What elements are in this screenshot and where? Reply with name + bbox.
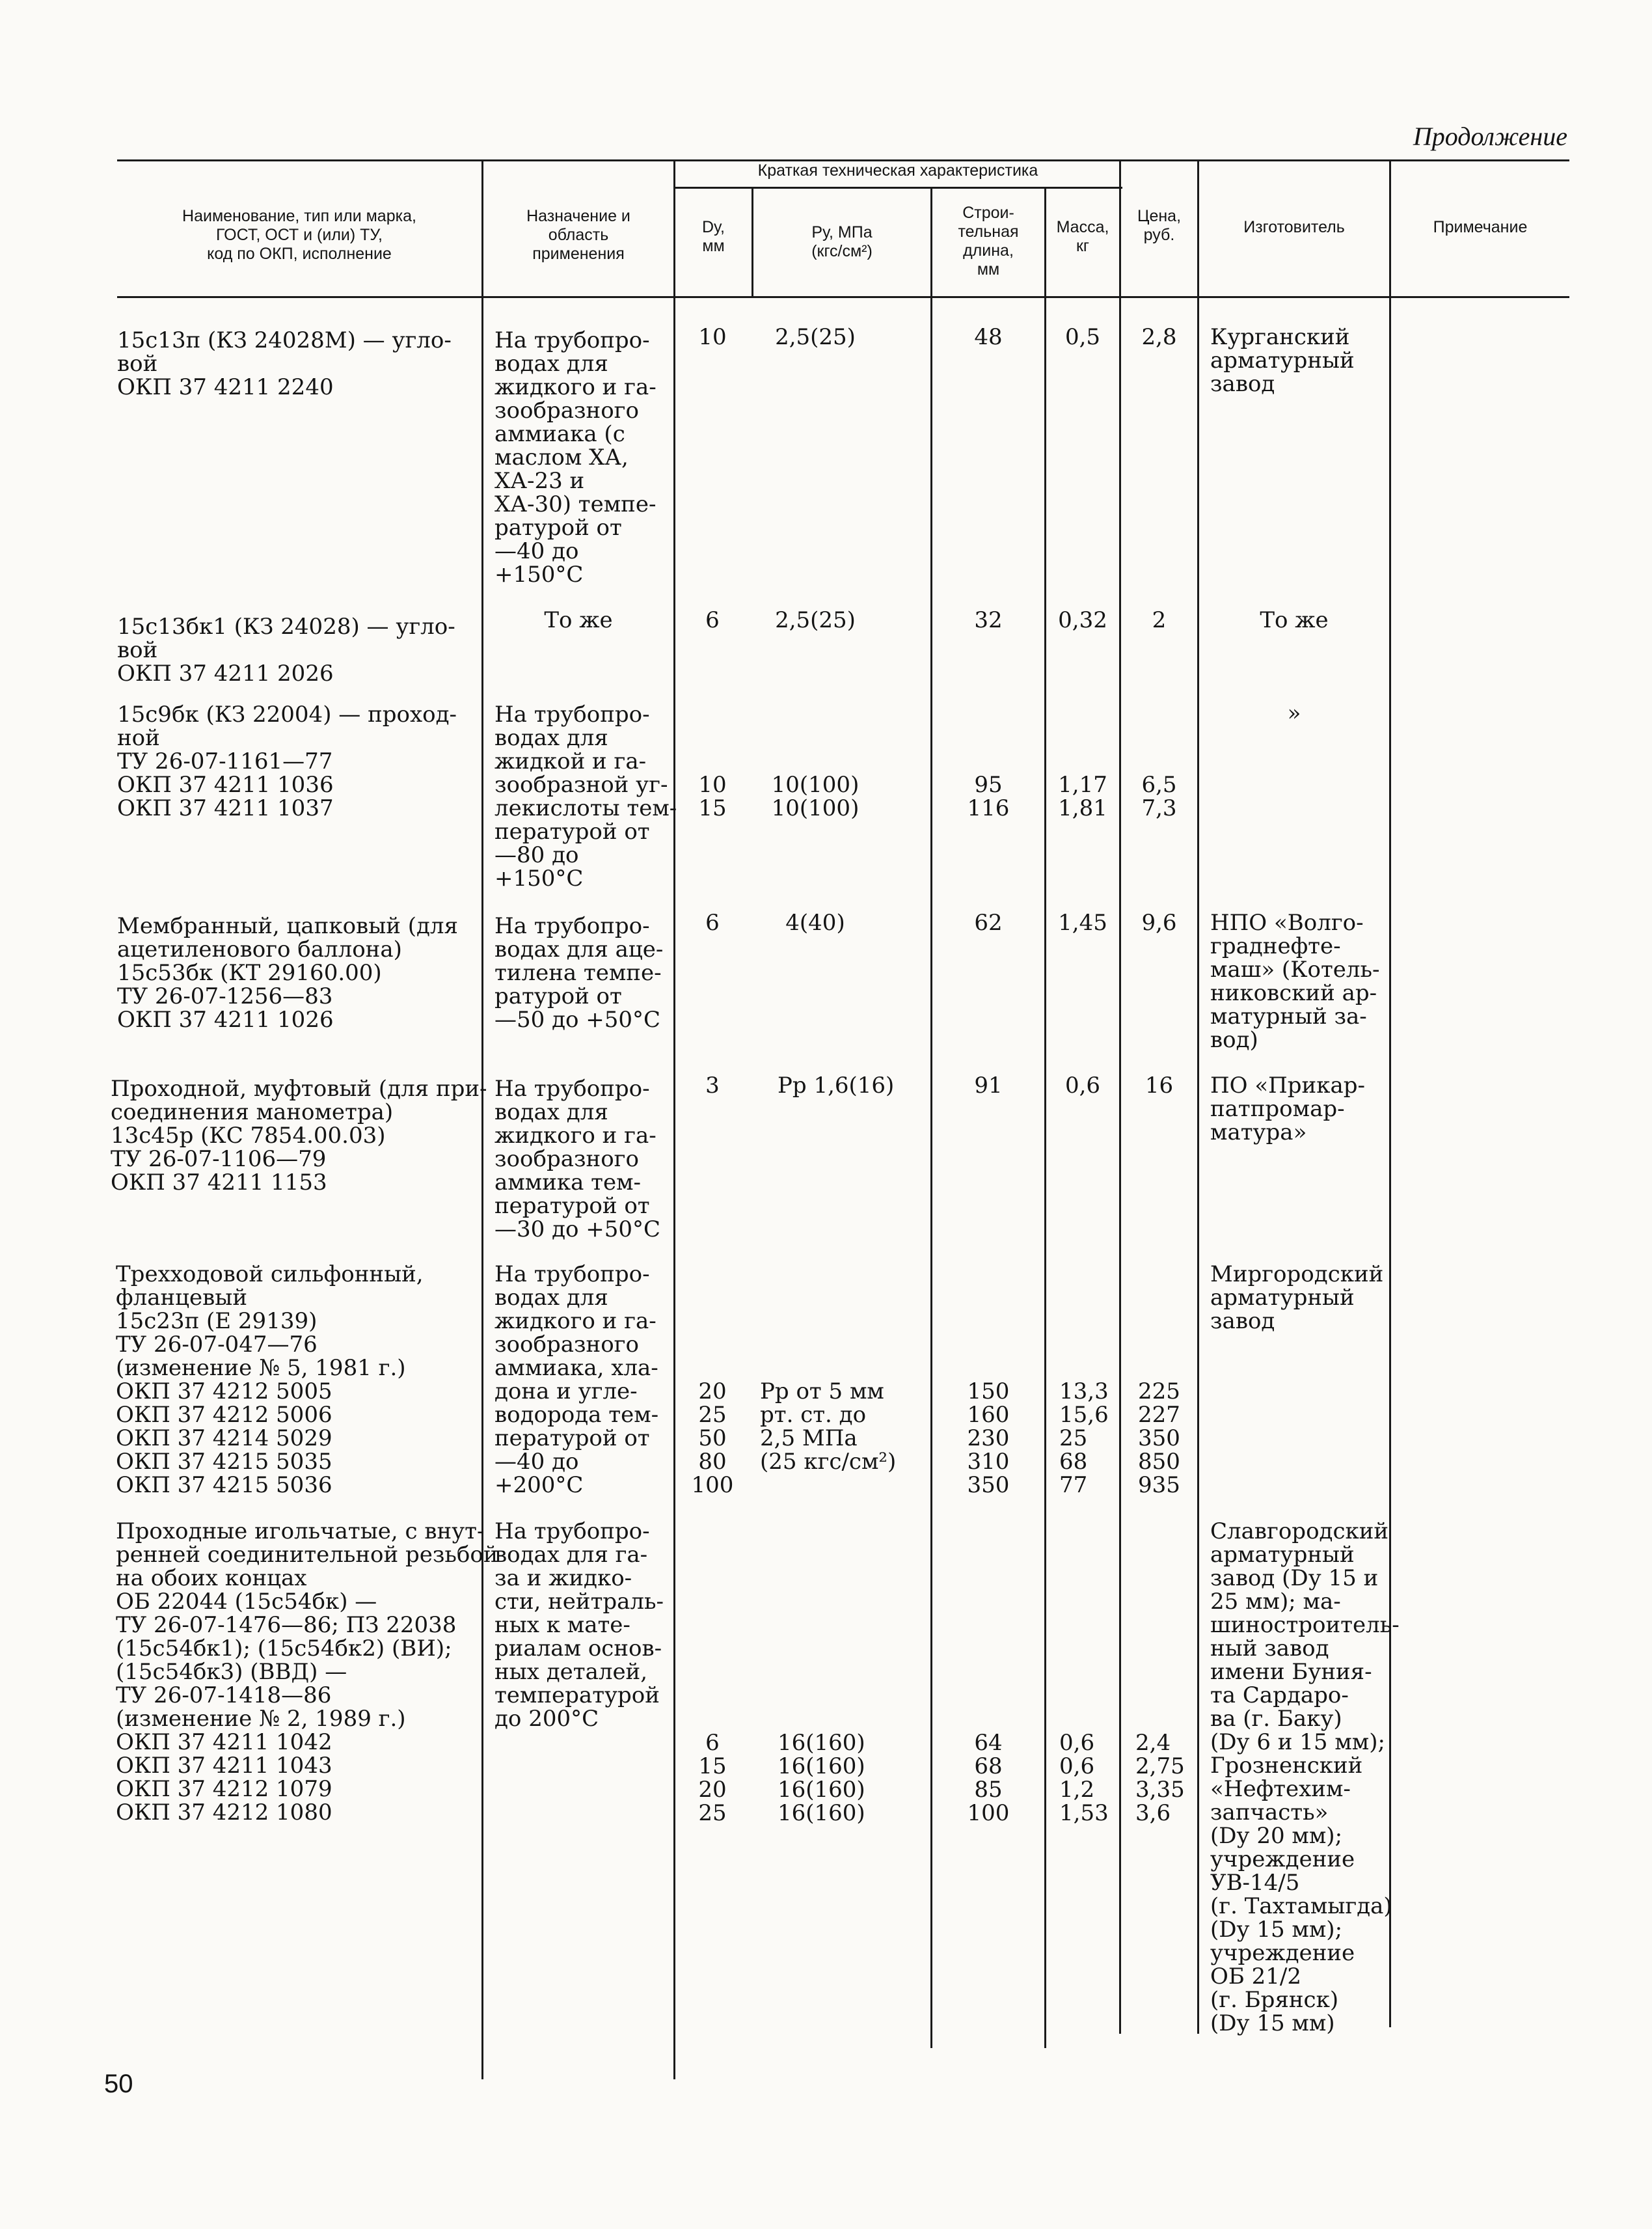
row4-py: 4(40) (785, 910, 845, 936)
row3-py: 10(100) 10(100) (771, 772, 860, 821)
row6-price: 225 227 350 850 935 (1138, 1378, 1180, 1498)
row7-length: 64 68 85 100 (967, 1730, 1010, 1826)
row1-name: 15с13п (КЗ 24028М) — угло- вой ОКП 37 4211 2240 (117, 327, 452, 400)
row4-dy: 6 (705, 910, 720, 936)
header-py: Pу, МПа (кгс/см²) (811, 223, 873, 260)
header-tech-group: Краткая техническая характеристика (757, 161, 1038, 180)
header-note: Примечание (1433, 218, 1528, 236)
row1-dy: 10 (698, 324, 727, 350)
row7-py: 16(160) 16(160) 16(160) 16(160) (778, 1730, 865, 1826)
tech-group-rule (673, 187, 1122, 189)
row3-name: 15с9бк (КЗ 22004) — проход- ной ТУ 26-07-1161—77 ОКП 37 4211 1036 ОКП 37 4211 1037 (117, 702, 457, 821)
row5-py: Pр 1,6(16) (778, 1073, 895, 1099)
row6-name: Трехходовой сильфонный, фланцевый 15с23п (Е 29139) ТУ 26-07-047—76 (изменение № 5, 1981 г.) ОКП 37 4212 5005 ОКП 37 4212 5006 ОКП 37 4214 5029 ОКП 37 4215 5035 ОКП 37 4215 5036 (116, 1261, 424, 1498)
row4-name: Мембранный, цапковый (для ацетиленового баллона) 15с53бк (КТ 29160.00) ТУ 26-07-1256—83 ОКП 37 4211 1026 (117, 913, 458, 1033)
row5-maker: ПО «Прикар- патпромар- матура» (1210, 1073, 1365, 1145)
header-bottom-rule (117, 296, 1569, 298)
row2-mass: 0,32 (1058, 607, 1107, 633)
row4-length: 62 (974, 910, 1003, 936)
row3-price: 6,5 7,3 (1141, 772, 1177, 821)
row3-maker: » (1287, 700, 1301, 726)
row3-length: 95 116 (967, 772, 1010, 821)
header-maker: Изготовитель (1243, 218, 1345, 236)
row4-purpose: На трубопро- водах для аце- тилена темпе- ратурой от —50 до +50°С (494, 913, 664, 1033)
row1-price: 2,8 (1141, 324, 1177, 350)
col-divider-7 (1197, 159, 1199, 2034)
row5-dy: 3 (705, 1073, 720, 1099)
header-name: Наименование, тип или марка, ГОСТ, ОСТ и (или) ТУ, код по ОКП, исполнение (182, 207, 416, 263)
header-length: Строи- тельная длина, мм (958, 204, 1019, 279)
row3-purpose: На трубопро- водах для жидкой и га- зообразной уг- лекислоты тем- пературой от —80 до +150°С (494, 702, 677, 892)
row7-price: 2,4 2,75 3,35 3,6 (1135, 1730, 1185, 1826)
row7-mass: 0,6 0,6 1,2 1,53 (1059, 1730, 1109, 1826)
row2-length: 32 (974, 607, 1003, 633)
row6-dy: 20 25 50 80 100 (691, 1378, 734, 1498)
row6-mass: 13,3 15,6 25 68 77 (1059, 1378, 1109, 1498)
row4-mass: 1,45 (1058, 910, 1107, 936)
header-dy: Dу, мм (702, 218, 725, 255)
row4-maker: НПО «Волго- граднефте- маш» (Котель- никовский ар- матурный за- вод) (1210, 910, 1380, 1053)
row5-length: 91 (974, 1073, 1003, 1099)
continuation-label: Продолжение (1413, 122, 1567, 151)
row7-dy: 6 15 20 25 (698, 1730, 727, 1826)
row2-dy: 6 (705, 607, 720, 633)
row1-py: 2,5(25) (775, 324, 856, 350)
row6-maker: Миргородский арматурный завод (1210, 1261, 1384, 1334)
row2-maker: То же (1260, 607, 1329, 633)
row5-name: Проходной, муфтовый (для при- соединения манометра) 13с45р (КС 7854.00.03) ТУ 26-07-1106—79 ОКП 37 4211 1153 (111, 1076, 487, 1196)
row1-mass: 0,5 (1064, 324, 1101, 350)
header-mass: Масса, кг (1056, 218, 1109, 255)
row7-name: Проходные игольчатые, с внут- ренней соединительной резьбой на обоих концах ОБ 22044 (15с54бк) — ТУ 26-07-1476—86; ПЗ 22038 (15с54бк1); (15с54бк2) (ВИ); (15с54бк3) (ВВД) — ТУ 26-07-1418—86 (изменение № 2, 1989 г.) ОКП 37 4211 1042 ОКП 37 4211 1043 ОКП 37 4212 1079 ОКП 37 4212 1080 (116, 1518, 498, 1826)
row2-price: 2 (1152, 607, 1167, 633)
row7-purpose: На трубопро- водах для га- за и жидко- сти, нейтраль- ных к мате- риалам основ- ных деталей, температурой до 200°С (494, 1518, 664, 1732)
page-number: 50 (104, 2070, 133, 2098)
header-purpose: Назначение и область применения (526, 207, 630, 263)
row3-dy: 10 15 (698, 772, 727, 821)
row1-length: 48 (974, 324, 1003, 350)
row1-purpose: На трубопро- водах для жидкого и га- зообразного аммиака (с маслом ХА, ХА-23 и ХА-30) темпе- ратурой от —40 до +150°С (494, 327, 657, 588)
row2-name: 15с13бк1 (КЗ 24028) — угло- вой ОКП 37 4211 2026 (117, 614, 455, 687)
row5-price: 16 (1144, 1073, 1174, 1099)
row5-purpose: На трубопро- водах для жидкого и га- зообразного аммика тем- пературой от —30 до +50°С (494, 1076, 661, 1242)
row2-purpose: То же (544, 607, 613, 633)
row1-maker: Курганский арматурный завод (1210, 324, 1355, 397)
row6-purpose: На трубопро- водах для жидкого и га- зообразного аммиака, хла- дона и угле- водорода тем- пературой от —40 до +200°С (494, 1261, 659, 1498)
row6-length: 150 160 230 310 350 (967, 1378, 1010, 1498)
header-price: Цена, руб. (1137, 207, 1182, 244)
row4-price: 9,6 (1141, 910, 1177, 936)
col-divider-5 (1044, 187, 1046, 2048)
row2-py: 2,5(25) (775, 607, 856, 633)
row6-py: Pр от 5 мм рт. ст. до 2,5 МПа (25 кгс/см²) (760, 1378, 897, 1475)
row5-mass: 0,6 (1064, 1073, 1101, 1099)
row7-maker: Славгородский арматурный завод (Dу 15 и 25 мм); ма- шиностроитель- ный завод имени Буния- та Сардаро- ва (г. Баку) (Dу 6 и 15 мм); Грозненский «Нефтехим- запчасть» (Dу 20 мм); учреждение УВ-14/5 (г. Тахтамыгда) (Dу 15 мм); учреждение ОБ 21/2 (г. Брянск) (Dу 15 мм) (1210, 1518, 1400, 2036)
row3-mass: 1,17 1,81 (1058, 772, 1107, 821)
